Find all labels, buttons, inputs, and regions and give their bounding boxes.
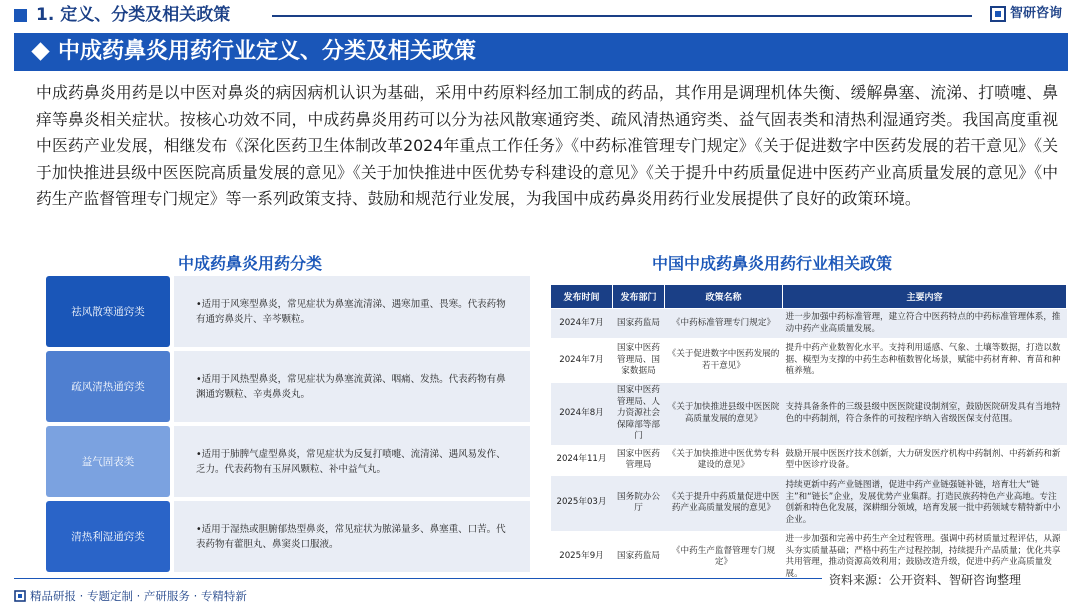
top-bar — [0, 0, 1080, 32]
category-description: •适用于湿热或胆腑郁热型鼻炎，常见症状为脓涕量多、鼻塞重、口苦。代表药物有藿胆丸、鼻窦炎口服液。 — [174, 501, 530, 572]
brand-logo-icon — [990, 6, 1006, 22]
cell-dept: 国家药监局 — [613, 309, 665, 339]
table-row — [551, 383, 1067, 446]
cell-date: 2024年7月 — [551, 309, 613, 339]
category-label: 疏风清热通窍类 — [46, 351, 170, 422]
footer-slogan: 精品研报 · 专题定制 · 产研服务 · 专精特新 — [30, 589, 247, 603]
page-banner — [14, 33, 1068, 71]
cell-dept: 国家中医药管理局 — [613, 445, 665, 475]
brand-logo-text: 智研咨询 — [1010, 6, 1063, 21]
cell-date: 2024年11月 — [551, 445, 613, 475]
cell-name: 《关于促进数字中医药发展的若干意见》 — [665, 339, 783, 383]
category-row — [46, 351, 530, 422]
table-row — [551, 475, 1067, 531]
section-marker-icon — [14, 9, 27, 22]
table-row — [551, 445, 1067, 475]
cell-name: 《关于提升中药质量促进中医药产业高质量发展的意见》 — [665, 475, 783, 531]
cell-name: 《关于加快推进县级中医医院高质量发展的意见》 — [665, 383, 783, 446]
category-row — [46, 276, 530, 347]
category-description: •适用于肺脾气虚型鼻炎，常见症状为反复打喷嚏、流清涕、遇风易发作、乏力。代表药物有玉屏风颗粒、补中益气丸。 — [174, 426, 530, 497]
cell-date: 2024年7月 — [551, 339, 613, 383]
table-row — [551, 309, 1067, 339]
cell-date: 2025年03月 — [551, 475, 613, 531]
table-header-row — [551, 285, 1067, 309]
cell-content: 进一步加强中药标准管理，建立符合中医药特点的中药标准管理体系，推动中药产业高质量发展。 — [783, 309, 1067, 339]
header-name: 政策名称 — [665, 285, 783, 309]
cell-name: 《中药标准管理专门规定》 — [665, 309, 783, 339]
category-label: 清热利湿通窍类 — [46, 501, 170, 572]
cell-name: 《中药生产监督管理专门规定》 — [665, 531, 783, 583]
policy-title: 中国中成药鼻炎用药行业相关政策 — [652, 254, 893, 273]
header-dept: 发布部门 — [613, 285, 665, 309]
cell-content: 持续更新中药产业链图谱，促进中药产业链强链补链，培育壮大“链主”和“链长”企业，发展优势产业集群。打造民族药特色产业高地。专注创新和特色化发展，深耕细分领域，培育发展一批中药领域专精特新中小企业。 — [783, 475, 1067, 531]
cell-content: 提升中药产业数智化水平。支持利用遥感、气象、土壤等数据，打造以数据、模型为支撑的中药生态种植数智化场景，赋能中药材育种、育苗和种植养殖。 — [783, 339, 1067, 383]
cell-content: 进一步加强和完善中药生产全过程管理。强调中药材质量过程评估，从源头夯实质量基础；严格中药生产过程控制，持续提升产品质量；优化共享共用管理，推动资源高效利用；鼓励改造升级，促进中药产业高质量发展。 — [783, 531, 1067, 583]
header-content: 主要内容 — [783, 285, 1067, 309]
section-title: 1. 定义、分类及相关政策 — [36, 5, 231, 25]
classification-title: 中成药鼻炎用药分类 — [178, 254, 323, 273]
category-row — [46, 501, 530, 572]
cell-content: 支持具备条件的三级县级中医医院建设制剂室，鼓励医院研发具有当地特色的中药制剂，符合条件的可按程序纳入省级医保支付范围。 — [783, 383, 1067, 446]
category-description: •适用于风寒型鼻炎，常见症状为鼻塞流清涕、遇寒加重、畏寒。代表药物有通窍鼻炎片、辛芩颗粒。 — [174, 276, 530, 347]
footer-divider — [14, 578, 822, 579]
brand-logo-icon — [14, 590, 26, 602]
header-divider — [272, 15, 972, 17]
category-label: 祛风散寒通窍类 — [46, 276, 170, 347]
cell-dept: 国家药监局 — [613, 531, 665, 583]
cell-dept: 国家中医药管理局、国家数据局 — [613, 339, 665, 383]
cell-name: 《关于加快推进中医优势专科建设的意见》 — [665, 445, 783, 475]
category-label: 益气固表类 — [46, 426, 170, 497]
cell-date: 2025年9月 — [551, 531, 613, 583]
category-row — [46, 426, 530, 497]
table-row — [551, 339, 1067, 383]
cell-dept: 国家中医药管理局、人力资源社会保障部等部门 — [613, 383, 665, 446]
policy-table — [550, 284, 1067, 584]
header-date: 发布时间 — [551, 285, 613, 309]
category-description: •适用于风热型鼻炎，常见症状为鼻塞流黄涕、咽痛、发热。代表药物有鼻渊通窍颗粒、辛夷鼻炎丸。 — [174, 351, 530, 422]
cell-content: 鼓励开展中医医疗技术创新，大力研发医疗机构中药制剂、中药新药和新型中医诊疗设备。 — [783, 445, 1067, 475]
cell-date: 2024年8月 — [551, 383, 613, 446]
intro-paragraph: 中成药鼻炎用药是以中医对鼻炎的病因病机认识为基础，采用中药原料经加工制成的药品，其作用是调理机体失衡、缓解鼻塞、流涕、打喷嚏、鼻痒等鼻炎相关症状。按核心功效不同，中成药鼻炎用药可以分为祛风散寒通窍类、疏风清热通窍类、益气固表类和清热利湿通窍类。我国高度重视中医药产业发展，相继发布《深化医药卫生体制改革2024年重点工作任务》《中药标准管理专门规定》《关于促进数字中医药发展的若干意见》《关于加快推进县级中医医院高质量发展的意见》《关于加快推进中医优势专科建设的意见》《关于提升中药质量促进中医药产业高质量发展的意见》《中药生产监督管理专门规定》等一系列政策支持、鼓励和规范行业发展，为我国中成药鼻炎用药行业发展提供了良好的政策环境。 — [36, 83, 1058, 208]
cell-dept: 国务院办公厅 — [613, 475, 665, 531]
diamond-icon — [31, 42, 49, 60]
source-note: 资料来源：公开资料、智研咨询整理 — [829, 573, 1022, 587]
page-title: 中成药鼻炎用药行业定义、分类及相关政策 — [58, 39, 477, 64]
